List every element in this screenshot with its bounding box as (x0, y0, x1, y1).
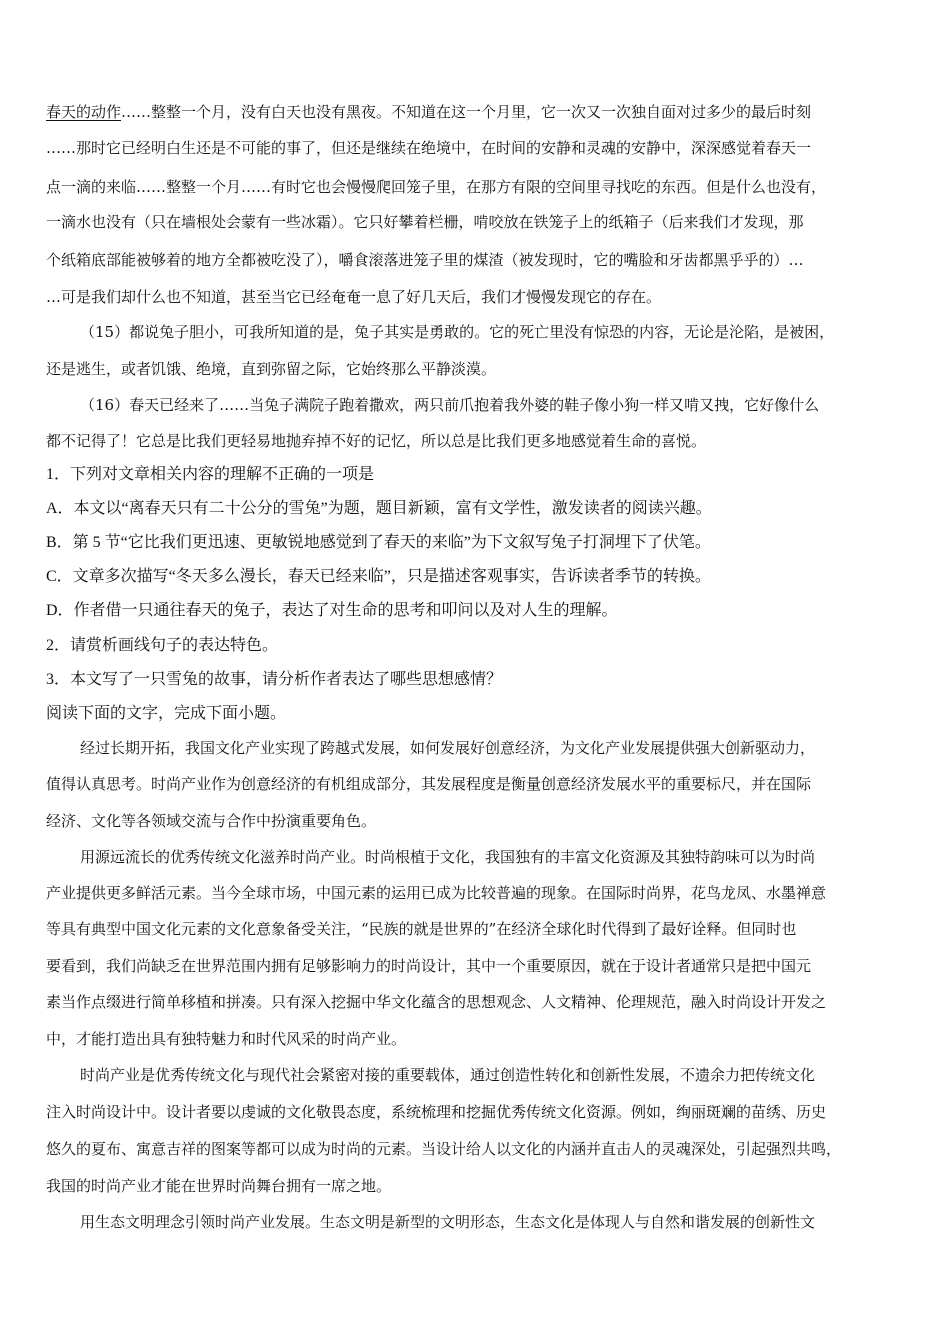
underlined-sentence: 春天的动作 (46, 103, 122, 121)
article-p2-line-5: 素当作点缀进行简单移植和拼凑。只有深入挖掘中华文化蕴含的思想观念、人文精神、伦理规范，融入时尚设计开发之 (46, 993, 827, 1011)
article-p3-line-3: 悠久的夏布、寓意吉祥的图案等都可以成为时尚的元素。当设计给人以文化的内涵并直击人的灵魂深处，引起强烈共鸣， (46, 1140, 842, 1158)
question-1: 1．下列对文章相关内容的理解不正确的一项是 (46, 466, 375, 483)
story-line-3: 点一滴的来临……整整一个月……有时它也会慢慢爬回笼子里，在那方有限的空间里寻找吃的东西。但是什么也没有， (46, 178, 827, 196)
article-p3-line-2: 注入时尚设计中。设计者要以虔诚的文化敬畏态度，系统梳理和挖掘优秀传统文化资源。例如，绚丽斑斓的苗绣、历史 (46, 1103, 827, 1121)
article-p2-line-4: 要看到，我们尚缺乏在世界范围内拥有足够影响力的时尚设计，其中一个重要原因，就在于设计者通常只是把中国元 (46, 957, 812, 975)
story-line-1: 春天的动作……整整一个月，没有白天也没有黑夜。不知道在这一个月里，它一次又一次独自面对过多少的最后时刻 (46, 103, 812, 121)
option-b: B．第 5 节“它比我们更迅速、更敏锐地感觉到了春天的来临”为下文叙写兔子打洞埋下了伏笔。 (46, 534, 711, 551)
story-line-2: ……那时它已经明白生还是不可能的事了，但还是继续在绝境中，在时间的安静和灵魂的安静中，深深感觉着春天一 (46, 139, 812, 157)
paragraph-15-line-2: 还是逃生，或者饥饿、绝境，直到弥留之际，它始终那么平静淡漠。 (46, 360, 497, 378)
story-line-5: 个纸箱底部能被够着的地方全都被吃没了），嚼食滚落进笼子里的煤渣（被发现时，它的嘴脸和牙齿都黑乎乎的）… (46, 251, 804, 269)
paragraph-15-line-1: （15）都说兔子胆小，可我所知道的是，兔子其实是勇敢的。它的死亡里没有惊恐的内容，无论是沦陷，是被困， (80, 323, 835, 341)
article-p1-line-1: 经过长期开拓，我国文化产业实现了跨越式发展，如何发展好创意经济，为文化产业发展提供强大创新驱动力， (80, 739, 816, 757)
option-a: A．本文以“离春天只有二十公分的雪兔”为题，题目新颖，富有文学性，激发读者的阅读兴趣。 (46, 500, 712, 517)
option-d: D．作者借一只通往春天的兔子，表达了对生命的思考和叩问以及对人生的理解。 (46, 602, 618, 619)
paragraph-16-line-2: 都不记得了！它总是比我们更轻易地抛弃掉不好的记忆，所以总是比我们更多地感觉着生命的喜悦。 (46, 432, 707, 450)
question-3: 3．本文写了一只雪兔的故事，请分析作者表达了哪些思想感情？ (46, 671, 503, 688)
article-p2-line-2: 产业提供更多鲜活元素。当今全球市场，中国元素的运用已成为比较普遍的现象。在国际时尚界，花鸟龙凤、水墨禅意 (46, 884, 827, 902)
article-p1-line-3: 经济、文化等各领域交流与合作中扮演重要角色。 (46, 812, 377, 830)
reading-instruction: 阅读下面的文字，完成下面小题。 (46, 705, 287, 722)
story-line-4: 一滴水也没有（只在墙根处会蒙有一些冰霜）。它只好攀着栏栅，啃咬放在铁笼子上的纸箱子（后来我们才发现，那 (46, 213, 804, 231)
option-c: C．文章多次描写“冬天多么漫长，春天已经来临”，只是描述客观事实，告诉读者季节的转换。 (46, 568, 711, 585)
article-p2-line-3: 等具有典型中国文化元素的文化意象备受关注，“民族的就是世界的”在经济全球化时代得到了最好诠释。但同时也 (46, 920, 797, 938)
article-p4-line-1: 用生态文明理念引领时尚产业发展。生态文明是新型的文明形态，生态文化是体现人与自然和谐发展的创新性文 (80, 1213, 816, 1231)
question-2: 2．请赏析画线句子的表达特色。 (46, 637, 279, 654)
article-p1-line-2: 值得认真思考。时尚产业作为创意经济的有机组成部分，其发展程度是衡量创意经济发展水平的重要标尺，并在国际 (46, 775, 812, 793)
paragraph-16-line-1: （16）春天已经来了……当兔子满院子跑着撒欢，两只前爪抱着我外婆的鞋子像小狗一样又啃又拽，它好像什么 (80, 396, 820, 414)
article-p2-line-1: 用源远流长的优秀传统文化滋养时尚产业。时尚根植于文化，我国独有的丰富文化资源及其独特韵味可以为时尚 (80, 848, 816, 866)
article-p2-line-6: 中，才能打造出具有独特魅力和时代风采的时尚产业。 (46, 1030, 407, 1048)
article-p3-line-1: 时尚产业是优秀传统文化与现代社会紧密对接的重要载体，通过创造性转化和创新性发展，不遗余力把传统文化 (80, 1066, 816, 1084)
article-p3-line-4: 我国的时尚产业才能在世界时尚舞台拥有一席之地。 (46, 1177, 392, 1195)
story-line-6: …可是我们却什么也不知道，甚至当它已经奄奄一息了好几天后，我们才慢慢发现它的存在。 (46, 288, 662, 306)
